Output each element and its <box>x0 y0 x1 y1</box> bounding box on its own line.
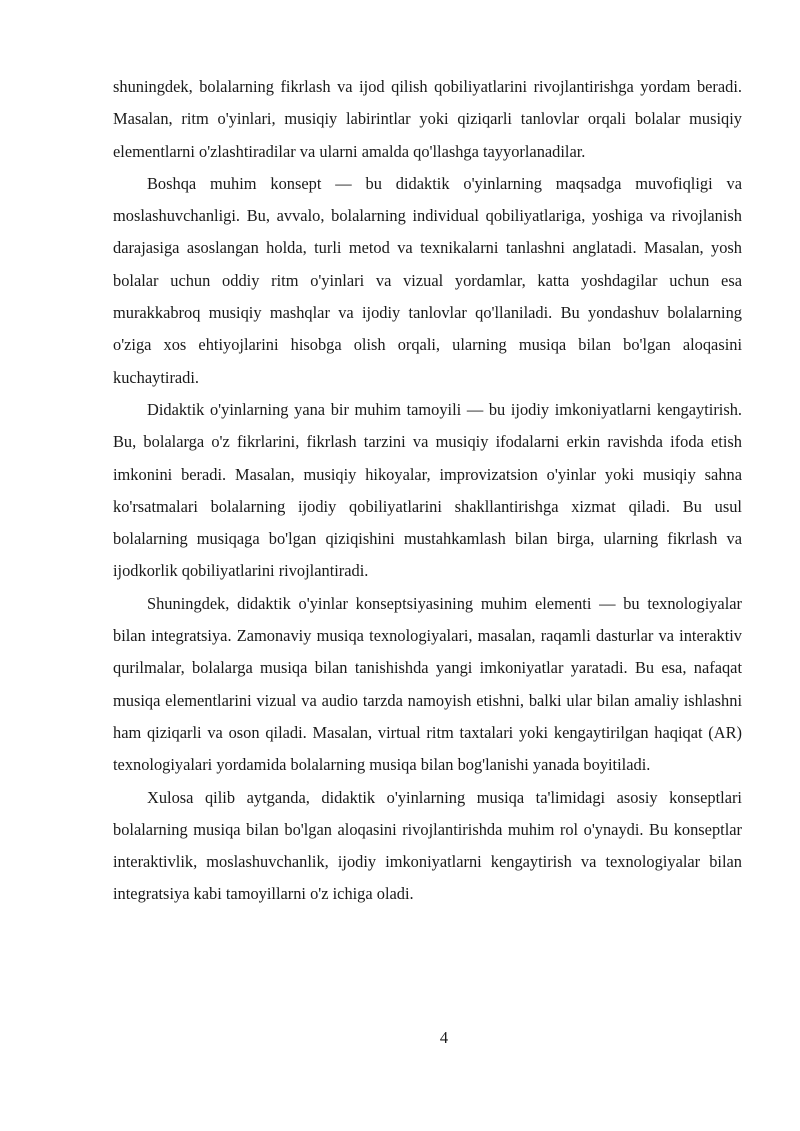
paragraph: shuningdek, bolalarning fikrlash va ijod qilish qobiliyatlarini rivojlantirishga yordam beradi. Masalan, ritm o'yinlari, musiqiy labirintlar yoki qiziqarli tanlovlar orqali bolalar musiqiy elementlarni o'zlashtiradilar va ularni amalda qo'llashga tayyorlanadilar. <box>113 77 742 161</box>
body-text <box>113 71 742 911</box>
paragraph: Shuningdek, didaktik o'yinlar konseptsiyasining muhim elementi — bu texnologiyalar bilan integratsiya. Zamonaviy musiqa texnologiyalari, masalan, raqamli dasturlar va interaktiv qurilmalar, bolalarga musiqa bilan tanishishda yangi imkoniyatlar yaratadi. Bu esa, nafaqat musiqa elementlarini vizual va audio tarzda namoyish etishni, balki ular bilan amaliy ishlashni ham qiziqarli va oson qiladi. Masalan, virtual ritm taxtalari yoki kengaytirilgan haqiqat (AR) texnologiyalari yordamida bolalarning musiqa bilan bog'lanishi yanada boyitiladi. <box>113 593 742 775</box>
page-number: 4 <box>439 1028 449 1047</box>
paragraph: Xulosa qilib aytganda, didaktik o'yinlarning musiqa ta'limidagi asosiy konseptlari bolalarning musiqa bilan bo'lgan aloqasini rivojlantirishda muhim rol o'ynaydi. Bu konseptlar interaktivlik, moslashuvchanlik, ijodiy imkoniyatlarni kengaytirish va texnologiyalar bilan integratsiya kabi tamoyillarni o'z ichiga oladi. <box>113 787 742 904</box>
paragraph: Didaktik o'yinlarning yana bir muhim tamoyili — bu ijodiy imkoniyatlarni kengaytirish. Bu, bolalarga o'z fikrlarini, fikrlash tarzini va musiqiy ifodalarni erkin ravishda ifoda etish imkonini beradi. Masalan, musiqiy hikoyalar, improvizatsion o'yinlar yoki musiqiy sahna ko'rsatmalari bolalarning ijodiy qobiliyatlarini shakllantirishga xizmat qiladi. Bu usul bolalarning musiqaga bo'lgan qiziqishini mustahkamlash bilan birga, ularning fikrlash va ijodkorlik qobiliyatlarini rivojlantiradi. <box>113 399 742 581</box>
paragraph: Boshqa muhim konsept — bu didaktik o'yinlarning maqsadga muvofiqligi va moslashuvchanligi. Bu, avvalo, bolalarning individual qobiliyatlariga, yoshiga va rivojlanish darajasiga asoslangan holda, turli metod va texnikalarni tanlashni anglatadi. Masalan, yosh bolalar uchun oddiy ritm o'yinlari va vizual yordamlar, katta yoshdagilar uchun esa murakkabroq musiqiy mashqlar va ijodiy tanlovlar qo'llaniladi. Bu yondashuv bolalarning o'ziga xos ehtiyojlarini hisobga olish orqali, ularning musiqa bilan bo'lgan aloqasini kuchaytiradi. <box>113 173 742 387</box>
